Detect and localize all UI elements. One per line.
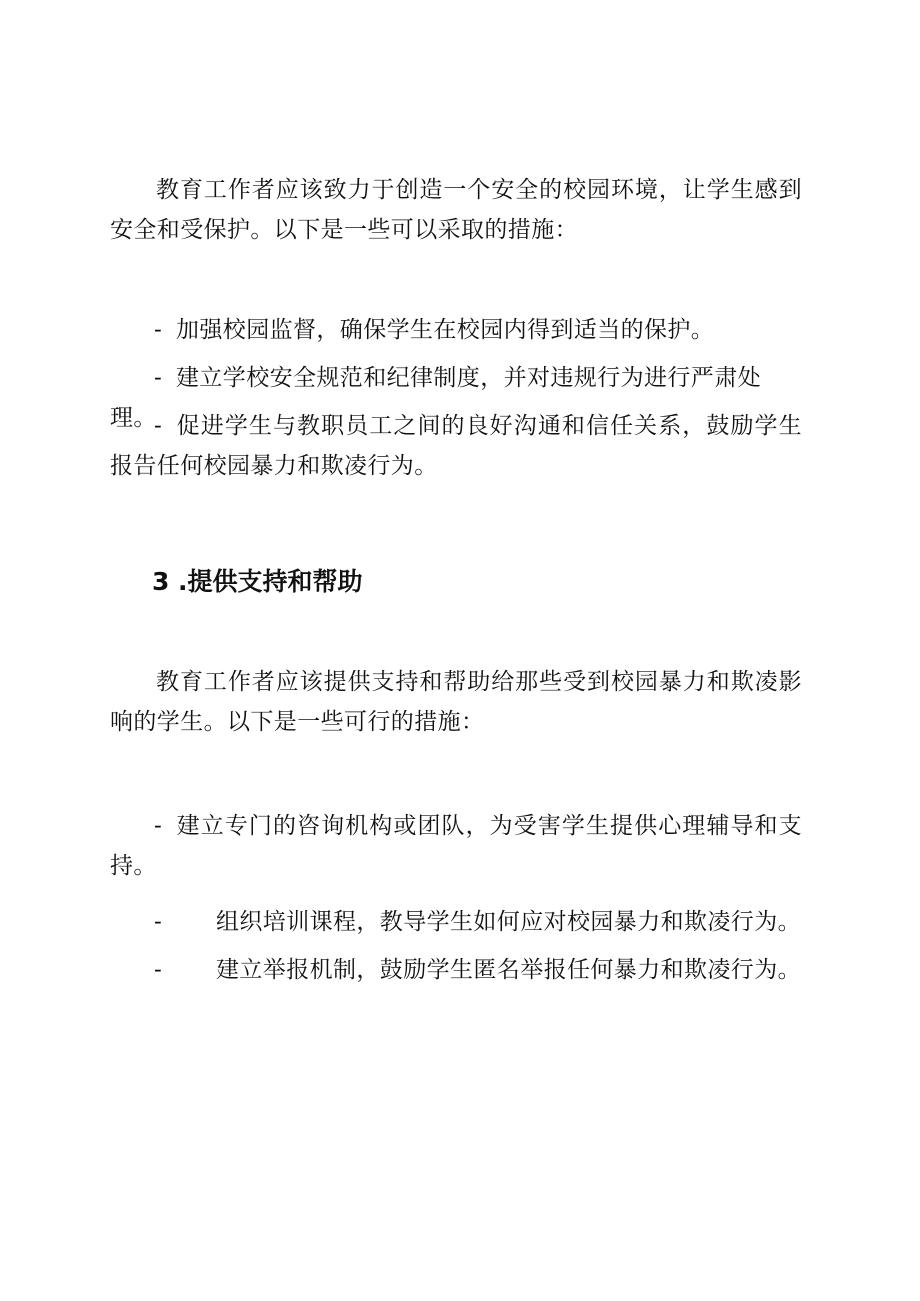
list-item-text: 促进学生与教职员工之间的良好沟通和信任关系，鼓励学生报告任何校园暴力和欺凌行为。 bbox=[110, 413, 802, 479]
section-title: .提供支持和帮助 bbox=[178, 567, 363, 596]
list-item bbox=[110, 806, 802, 886]
bullet-dash: - bbox=[154, 317, 163, 343]
bullet-dash: - bbox=[154, 909, 163, 935]
section-number: 3 bbox=[152, 567, 170, 596]
section3-intro-paragraph: 教育工作者应该提供支持和帮助给那些受到校园暴力和欺凌影响的学生。以下是一些可行的措施： bbox=[110, 669, 802, 735]
list-item-text: 组织培训课程，教导学生如何应对校园暴力和欺凌行为。 bbox=[216, 909, 801, 935]
bullet-dash: - bbox=[154, 957, 163, 983]
list-item bbox=[110, 950, 802, 990]
list-item bbox=[110, 310, 802, 350]
bullet-dash: - bbox=[154, 413, 163, 439]
list-item bbox=[110, 902, 802, 942]
list-item-text: 建立专门的咨询机构或团队，为受害学生提供心理辅导和支持。 bbox=[110, 813, 802, 879]
bullet-dash: - bbox=[154, 813, 163, 839]
bullet-dash: - bbox=[154, 365, 163, 391]
section-heading bbox=[152, 562, 363, 602]
section2-intro-paragraph: 教育工作者应该致力于创造一个安全的校园环境，让学生感到安全和受保护。以下是一些可以采取的措施： bbox=[110, 177, 802, 243]
list-item-text: 建立学校安全规范和纪律制度，并对违规行为进行严肃处理。 bbox=[110, 365, 761, 431]
list-item-text: 建立举报机制，鼓励学生匿名举报任何暴力和欺凌行为。 bbox=[216, 957, 801, 983]
list-item bbox=[110, 406, 802, 486]
list-item-text: 加强校园监督，确保学生在校园内得到适当的保护。 bbox=[176, 317, 715, 343]
